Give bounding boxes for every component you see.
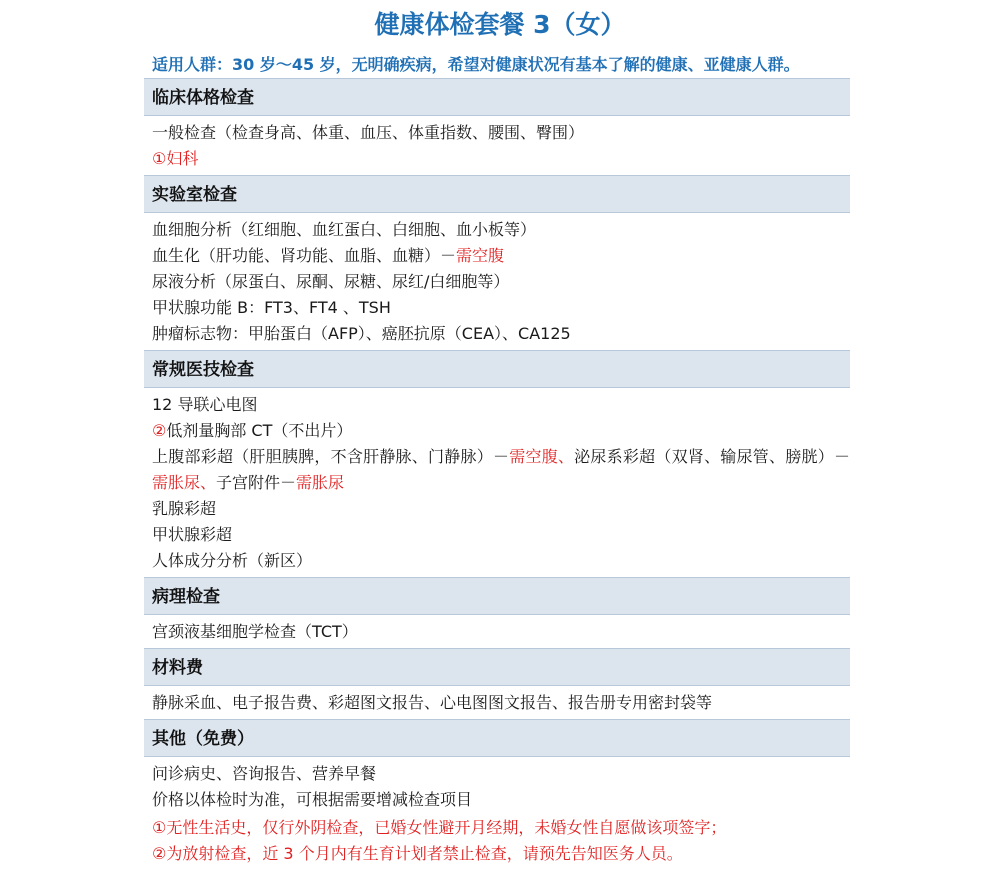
list-item: ①妇科 bbox=[152, 149, 199, 168]
list-item-text: 低剂量胸部 CT（不出片） bbox=[166, 421, 353, 440]
list-item: 肿瘤标志物：甲胎蛋白（AFP）、癌胚抗原（CEA）、CA125 bbox=[152, 324, 571, 343]
section-header-materials: 材料费 bbox=[144, 648, 850, 686]
full-bladder-note: 需胀尿 bbox=[296, 473, 345, 492]
page-title: 健康体检套餐 3（女） bbox=[374, 10, 626, 39]
full-bladder-note: 需胀尿、 bbox=[152, 473, 217, 492]
list-item: 甲状腺功能 B：FT3、FT4 、TSH bbox=[152, 298, 391, 317]
fasting-note: 需空腹 bbox=[456, 246, 505, 265]
list-item: 一般检查（检查身高、体重、血压、体重指数、腰围、臀围） bbox=[152, 123, 585, 142]
section-header-imaging: 常规医技检查 bbox=[144, 350, 850, 388]
section-header-other: 其他（免费） bbox=[144, 719, 850, 757]
list-item: 甲状腺彩超 bbox=[152, 525, 233, 544]
section-body-other bbox=[144, 757, 850, 816]
package-table bbox=[144, 78, 850, 816]
list-item-text: 泌尿系彩超（双肾、输尿管、膀胱）－ bbox=[574, 447, 850, 466]
footnotes bbox=[152, 815, 852, 867]
list-item: 12 导联心电图 bbox=[152, 395, 258, 414]
target-population: 适用人群：30 岁～45 岁，无明确疾病，希望对健康状况有基本了解的健康、亚健康人群。 bbox=[152, 55, 800, 74]
list-item: 问诊病史、咨询报告、营养早餐 bbox=[152, 764, 377, 783]
list-item bbox=[152, 418, 850, 444]
fasting-note: 需空腹、 bbox=[508, 447, 575, 466]
list-item: 宫颈液基细胞学检查（TCT） bbox=[152, 622, 358, 641]
section-body-lab bbox=[144, 213, 850, 350]
section-body-clinical bbox=[144, 116, 850, 175]
section-header-clinical: 临床体格检查 bbox=[144, 78, 850, 116]
section-header-pathology: 病理检查 bbox=[144, 577, 850, 615]
list-item: 静脉采血、电子报告费、彩超图文报告、心电图图文报告、报告册专用密封袋等 bbox=[152, 693, 713, 712]
list-item: 尿液分析（尿蛋白、尿酮、尿糖、尿红/白细胞等） bbox=[152, 272, 510, 291]
list-item-text: 血生化（肝功能、肾功能、血脂、血糖）－ bbox=[152, 246, 457, 265]
list-item: 乳腺彩超 bbox=[152, 499, 217, 518]
footnote-marker: ② bbox=[152, 421, 167, 440]
list-item: 人体成分分析（新区） bbox=[152, 551, 313, 570]
footnote-2: ②为放射检查，近 3 个月内有生育计划者禁止检查，请预先告知医务人员。 bbox=[152, 844, 683, 863]
list-item: 血细胞分析（红细胞、血红蛋白、白细胞、血小板等） bbox=[152, 220, 537, 239]
section-body-pathology bbox=[144, 615, 850, 648]
section-header-lab: 实验室检查 bbox=[144, 175, 850, 213]
list-item-text: 上腹部彩超（肝胆胰脾，不含肝静脉、门静脉）－ bbox=[152, 447, 509, 466]
section-body-materials bbox=[144, 686, 850, 719]
section-body-imaging bbox=[144, 388, 850, 577]
list-item-text: 子宫附件－ bbox=[216, 473, 297, 492]
footnote-1: ①无性生活史，仅行外阴检查，已婚女性避开月经期，未婚女性自愿做该项签字； bbox=[152, 818, 727, 837]
list-item bbox=[152, 444, 850, 496]
list-item: 价格以体检时为准，可根据需要增减检查项目 bbox=[152, 790, 473, 809]
list-item bbox=[152, 243, 850, 269]
